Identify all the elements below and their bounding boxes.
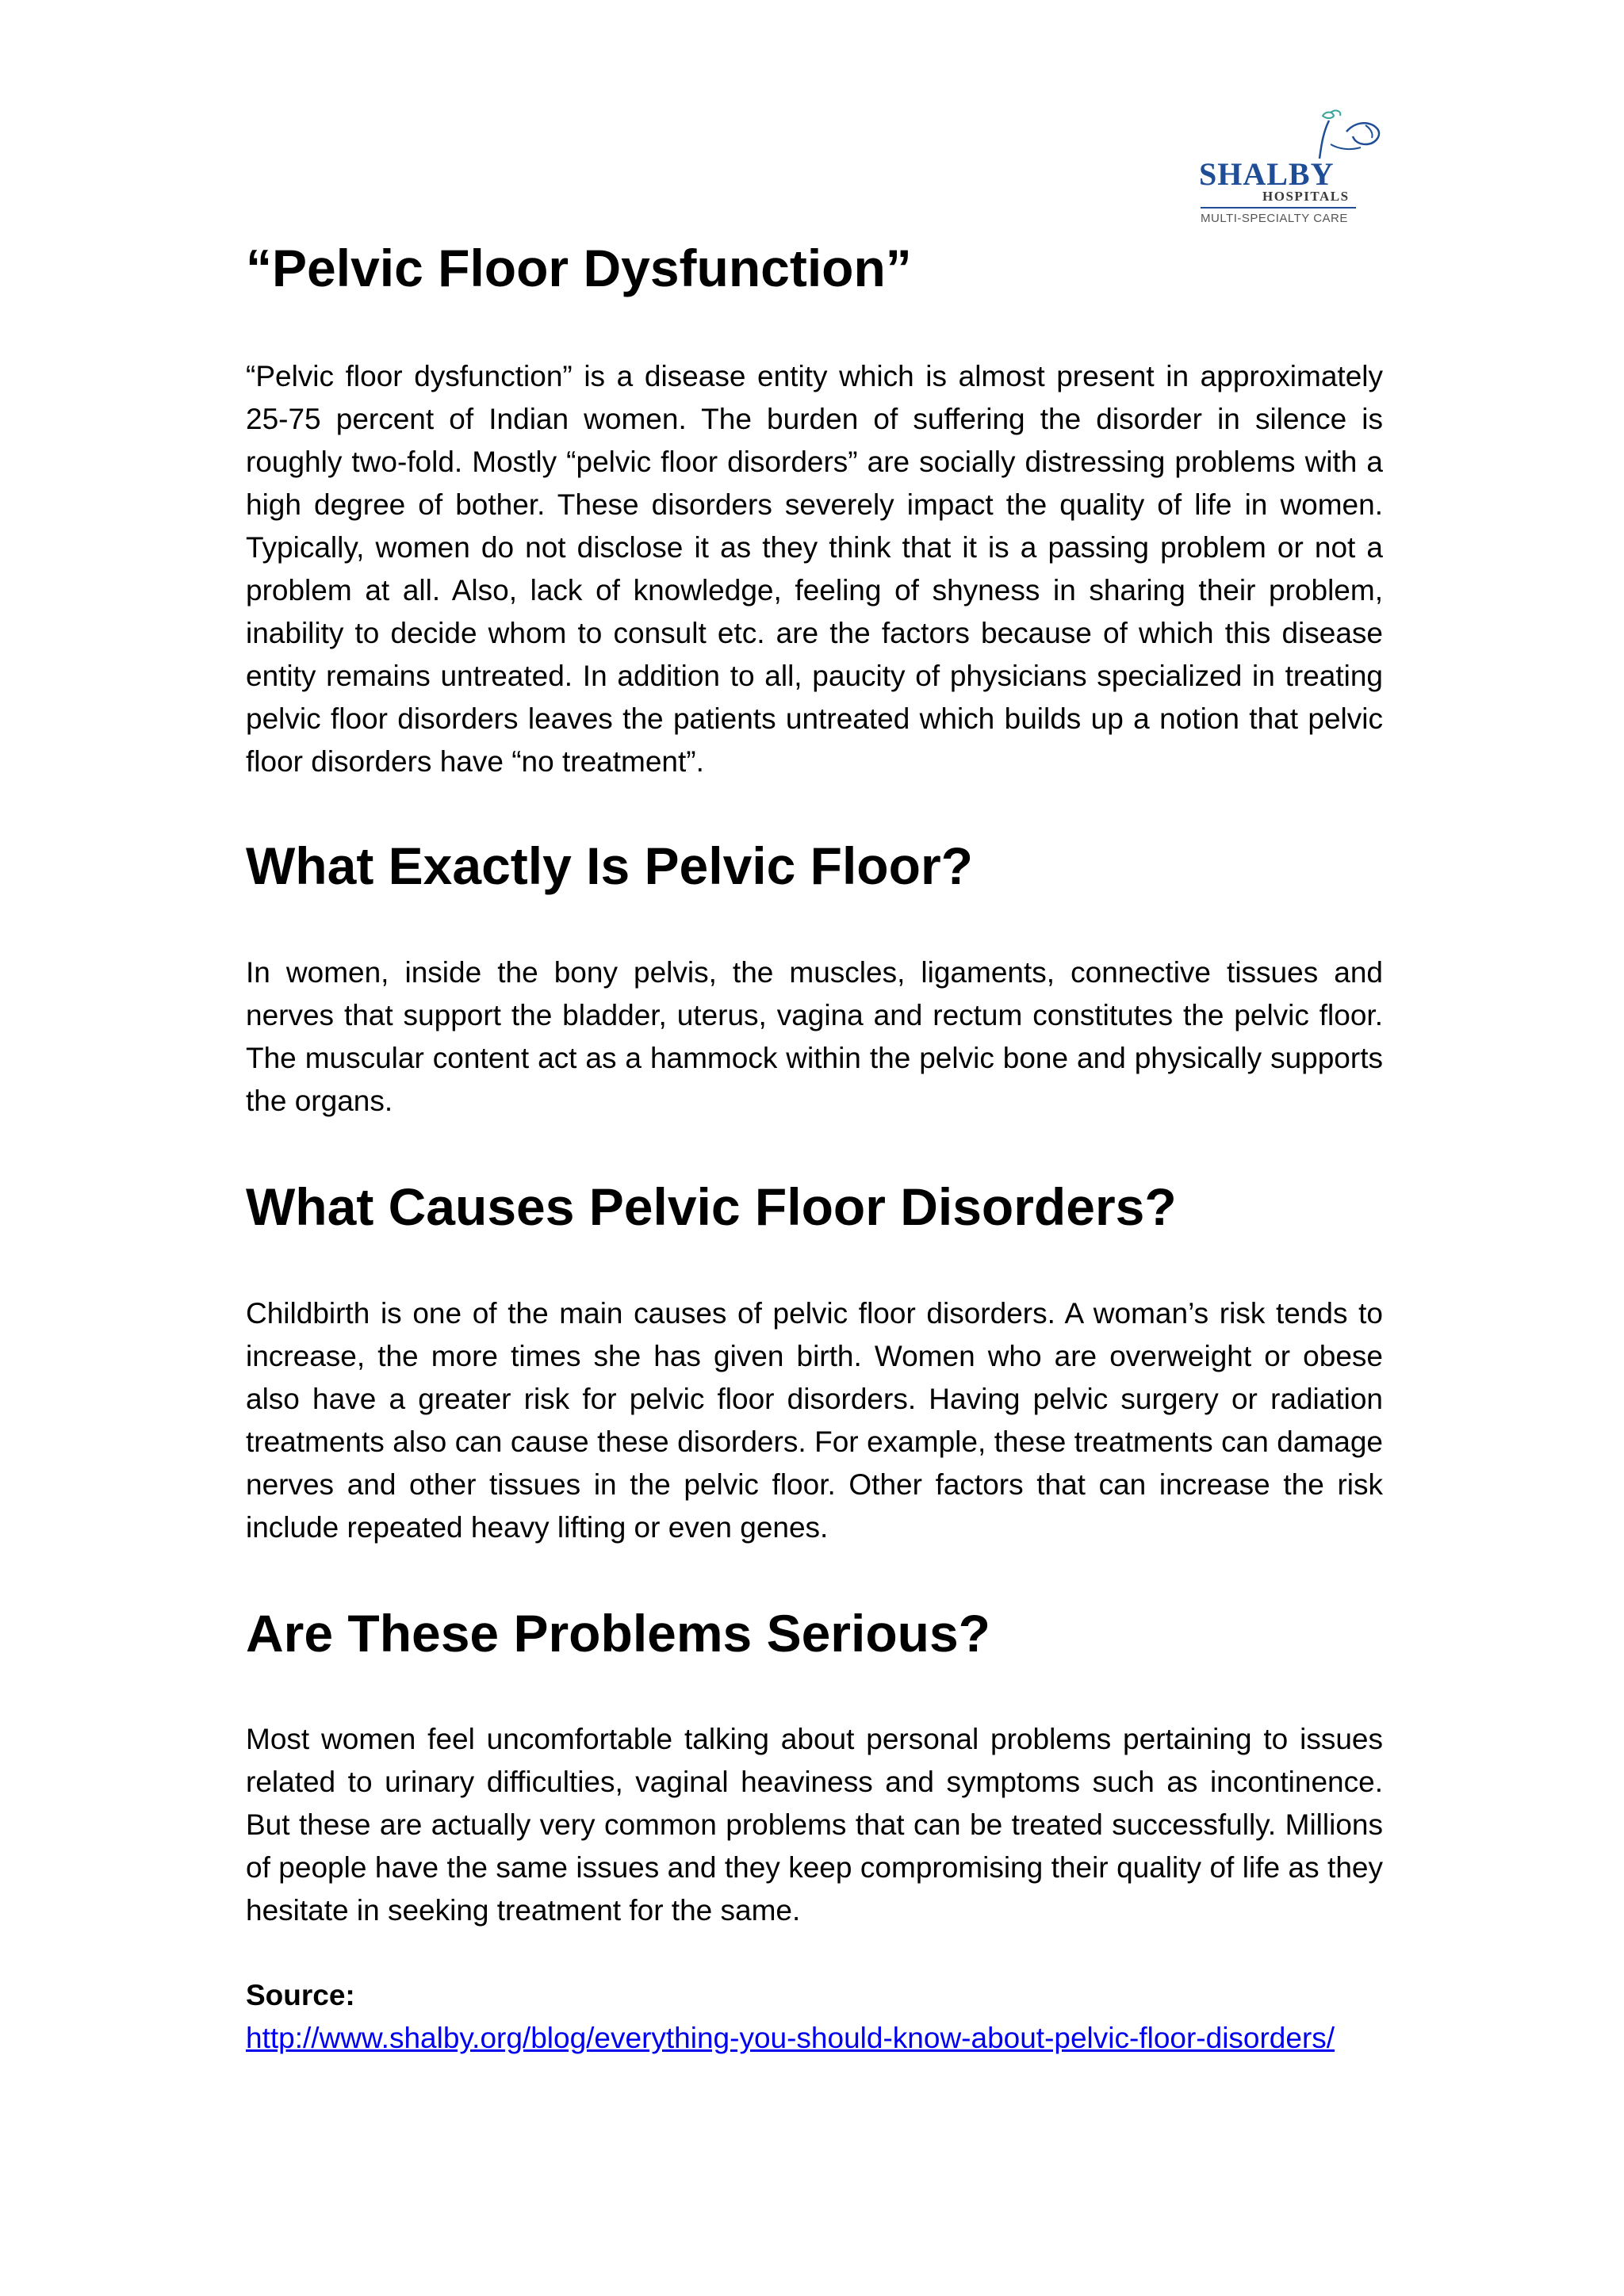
source-label: Source: — [246, 1979, 355, 2011]
section-body-causes: Childbirth is one of the main causes of pelvic floor disorders. A woman’s risk tends to increase, the more times she has given birth. Women who are overweight or obese also have a greater risk for pelvic floor disorders. Having pelvic surgery or radiation treatments also can cause these disorders. For example, these treatments can damage nerves and other tissues in the pelvic floor. Other factors that can increase the risk include repeated heavy lifting or even genes. — [246, 1297, 1383, 1544]
logo-divider — [1201, 207, 1356, 209]
logo-tagline: MULTI-SPECIALTY CARE — [1201, 212, 1348, 225]
source-link[interactable]: http://www.shalby.org/blog/everything-you-should-know-about-pelvic-floor-disorders/ — [246, 2022, 1335, 2054]
section-heading-pelvic-floor: What Exactly Is Pelvic Floor? — [246, 836, 973, 895]
section-heading-causes: What Causes Pelvic Floor Disorders? — [246, 1177, 1177, 1236]
section-body-pelvic-floor: In women, inside the bony pelvis, the muscles, ligaments, connective tissues and nerves that support the bladder, uterus, vagina and rectum constitutes the pelvic floor. The muscular content act as a hammock within the pelvic bone and physically supports the organs. — [246, 956, 1383, 1117]
intro-paragraph: “Pelvic floor dysfunction” is a disease entity which is almost present in approximately 25-75 percent of Indian women. The burden of suffering the disorder in silence is roughly two-fold. Mostly “pelvic floor disorders” are socially distressing problems with a high degree of bother. These disorders severely impact the quality of life in women. Typically, women do not disclose it as they think that it is a passing problem or not a problem at all. Also, lack of knowledge, feeling of shyness in sharing their problem, inability to decide whom to consult etc. are the factors because of which this disease entity remains untreated. In addition to all, paucity of physicians specialized in treating pelvic floor disorders leaves the patients untreated which builds up a notion that pelvic floor disorders have “no treatment”. — [246, 360, 1383, 778]
logo-subtitle: HOSPITALS — [1262, 189, 1350, 204]
page-title: “Pelvic Floor Dysfunction” — [246, 239, 912, 297]
shalby-logo — [1196, 109, 1386, 228]
section-body-serious: Most women feel uncomfortable talking about personal problems pertaining to issues related to urinary difficulties, vaginal heaviness and symptoms such as incontinence. But these are actually very common problems that can be treated successfully. Millions of people have the same issues and they keep compromising their quality of life as they hesitate in seeking treatment for the same. — [246, 1723, 1383, 1927]
logo-name: SHALBY — [1199, 156, 1335, 192]
section-heading-serious: Are These Problems Serious? — [246, 1604, 990, 1663]
